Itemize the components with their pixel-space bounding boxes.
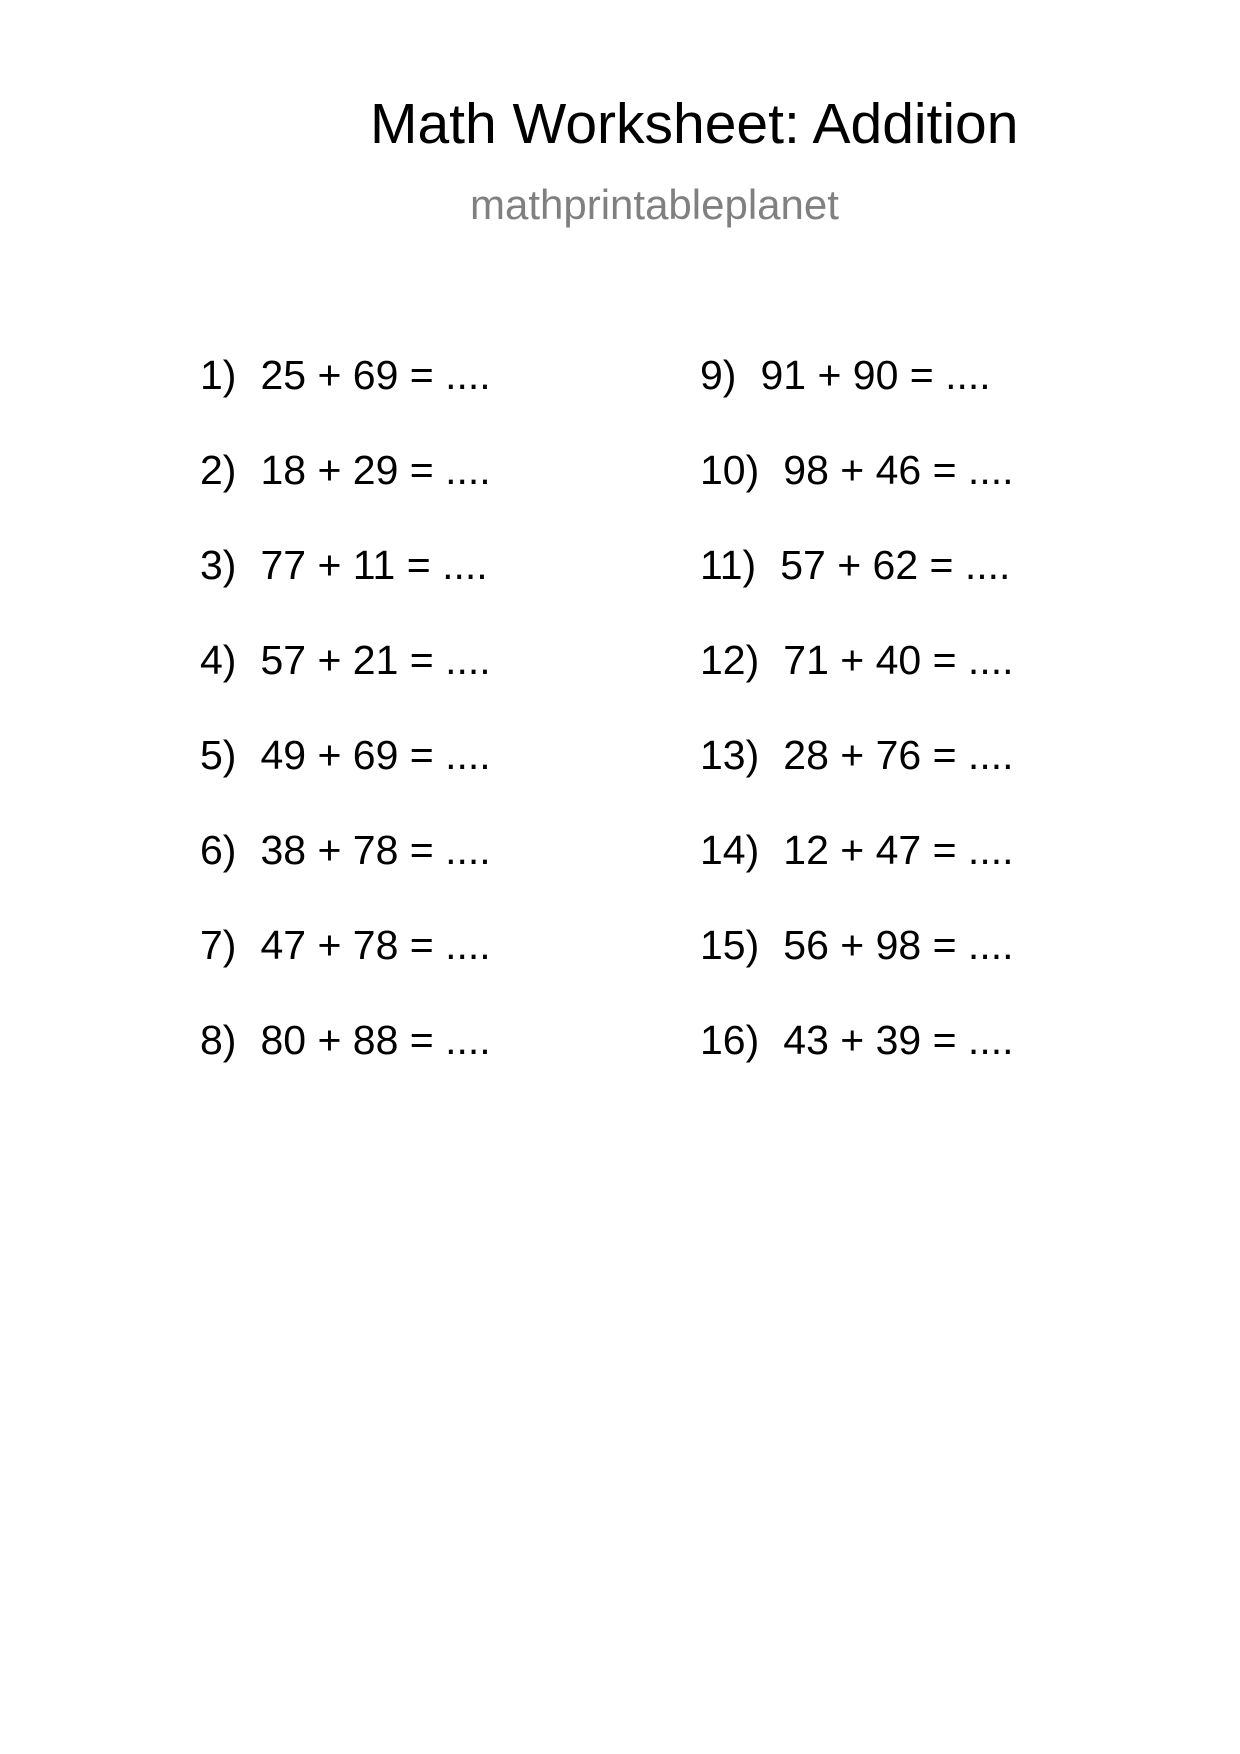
problem-item bbox=[700, 445, 1014, 540]
problem-number: 3) bbox=[200, 542, 237, 588]
problem-number: 13) bbox=[700, 732, 760, 778]
problem-column-left bbox=[200, 350, 491, 1110]
problem-expression: 91 + 90 = .... bbox=[760, 352, 991, 398]
problem-item bbox=[200, 350, 491, 445]
problem-number: 15) bbox=[700, 922, 760, 968]
problem-expression: 57 + 62 = .... bbox=[780, 542, 1011, 588]
problem-item bbox=[200, 1015, 491, 1110]
problem-expression: 28 + 76 = .... bbox=[783, 732, 1014, 778]
problem-item bbox=[700, 350, 1014, 445]
problem-number: 16) bbox=[700, 1017, 760, 1063]
problem-expression: 12 + 47 = .... bbox=[783, 827, 1014, 873]
problem-number: 5) bbox=[200, 732, 237, 778]
problem-expression: 25 + 69 = .... bbox=[260, 352, 491, 398]
problem-item bbox=[200, 920, 491, 1015]
problem-item bbox=[700, 825, 1014, 920]
problem-item bbox=[200, 445, 491, 540]
problem-item bbox=[700, 540, 1014, 635]
problem-expression: 49 + 69 = .... bbox=[260, 732, 491, 778]
problem-item bbox=[700, 635, 1014, 730]
problem-expression: 98 + 46 = .... bbox=[783, 447, 1014, 493]
problem-number: 2) bbox=[200, 447, 237, 493]
problem-number: 14) bbox=[700, 827, 760, 873]
problem-number: 6) bbox=[200, 827, 237, 873]
problem-item bbox=[700, 730, 1014, 825]
problem-expression: 80 + 88 = .... bbox=[260, 1017, 491, 1063]
problem-expression: 77 + 11 = .... bbox=[260, 542, 488, 588]
problem-number: 12) bbox=[700, 637, 760, 683]
problem-number: 8) bbox=[200, 1017, 237, 1063]
problem-item bbox=[200, 825, 491, 920]
worksheet-title: Math Worksheet: Addition bbox=[370, 92, 1019, 156]
problem-item bbox=[700, 1015, 1014, 1110]
problem-expression: 56 + 98 = .... bbox=[783, 922, 1014, 968]
problem-expression: 57 + 21 = .... bbox=[260, 637, 491, 683]
problem-number: 4) bbox=[200, 637, 237, 683]
worksheet-source: mathprintableplanet bbox=[470, 181, 839, 228]
problem-column-right bbox=[700, 350, 1014, 1110]
problem-number: 11) bbox=[700, 542, 757, 588]
problem-expression: 38 + 78 = .... bbox=[260, 827, 491, 873]
problem-expression: 43 + 39 = .... bbox=[783, 1017, 1014, 1063]
problem-expression: 47 + 78 = .... bbox=[260, 922, 491, 968]
problem-expression: 18 + 29 = .... bbox=[260, 447, 491, 493]
problem-item bbox=[200, 540, 491, 635]
problem-item bbox=[200, 730, 491, 825]
problem-number: 9) bbox=[700, 352, 737, 398]
problem-expression: 71 + 40 = .... bbox=[783, 637, 1014, 683]
problem-number: 1) bbox=[200, 352, 237, 398]
problem-item bbox=[200, 635, 491, 730]
problem-number: 7) bbox=[200, 922, 237, 968]
problem-item bbox=[700, 920, 1014, 1015]
problem-number: 10) bbox=[700, 447, 760, 493]
